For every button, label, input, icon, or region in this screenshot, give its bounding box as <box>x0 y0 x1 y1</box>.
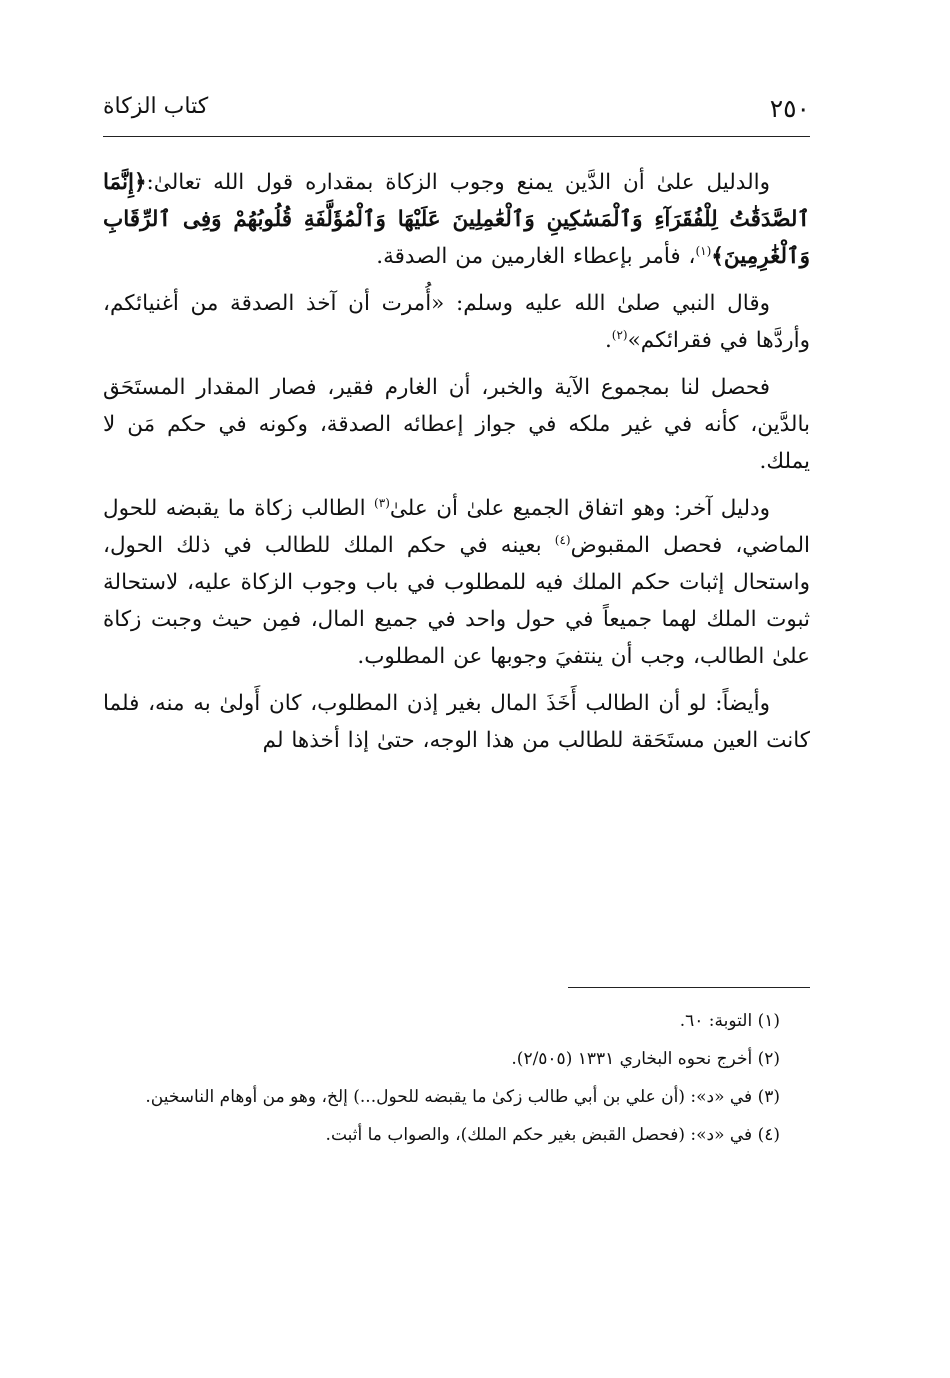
paragraph-4-part-b: الطالب زكاة ما يقبضه للحول الماضي، فحصل المقبوض <box>103 496 810 558</box>
paragraph-2-end: . <box>604 328 612 353</box>
footnote-ref-4: (٤) <box>554 532 571 547</box>
page-header <box>103 92 810 137</box>
main-text <box>103 164 810 769</box>
footnote-1: (١) التوبة: ٦٠. <box>679 1011 780 1031</box>
running-title: كتاب الزكاة <box>103 94 209 119</box>
footnote-separator <box>568 987 810 988</box>
paragraph-2 <box>103 285 810 359</box>
paragraph-3: فحصل لنا بمجموع الآية والخبر، أن الغارم فقير، فصار المقدار المستَحَق بالدَّين، كأنه في غير ملكه في جواز إعطائه الصدقة، وكونه في حكم مَن لا يملك. <box>103 375 810 474</box>
footnotes <box>103 1006 810 1158</box>
footnote-ref-2: (٢) <box>611 327 628 342</box>
hadith-text: وقال النبي صلىٰ الله عليه وسلم: «أُمرت أن آخذ الصدقة من أغنيائكم، وأردَّها في فقرائكم» <box>103 291 810 353</box>
paragraph-4-part-c: بعينه في حكم الملك للطالب في ذلك الحول، واستحال إثبات حكم الملك فيه للمطلوب في باب وجوب الزكاة عليه، لاستحالة ثبوت الملك لهما جميعاً في حول واحد في جميع المال، فمِن حيث وجبت زكاة علىٰ الطالب، وجب أن ينتفيَ وجوبها عن المطلوب. <box>103 533 810 669</box>
footnote-ref-3: (٣) <box>374 495 390 510</box>
quran-verse: ﴿إِنَّمَا ٱلصَّدَقَٰتُ لِلْفُقَرَآءِ وَٱلْمَسَٰكِينِ وَٱلْعَٰمِلِينَ عَلَيْهَا وَٱلْمُؤَلَّفَةِ قُلُوبُهُمْ وَفِى ٱلرِّقَابِ وَٱلْغَٰرِمِينَ﴾ <box>103 170 810 269</box>
paragraph-1-intro: والدليل علىٰ أن الدَّين يمنع وجوب الزكاة بمقداره قول الله تعالىٰ: <box>146 170 770 195</box>
footnote-3: (٣) في «د»: (أن علي بن أبي طالب زكىٰ ما يقبضه للحول...) إلخ، وهو من أوهام الناسخين. <box>145 1087 780 1107</box>
footnote-4: (٤) في «د»: (فحصل القبض بغير حكم الملك)، والصواب ما أثبت. <box>325 1125 780 1145</box>
page-number: ٢٥٠ <box>769 94 810 123</box>
paragraph-1 <box>103 164 810 275</box>
footnote-ref-1: (١) <box>695 243 712 258</box>
paragraph-1-end: ، فأمر بإعطاء الغارمين من الصدقة. <box>376 244 696 269</box>
paragraph-5: وأيضاً: لو أن الطالب أَخَذَ المال بغير إذن المطلوب، كان أَولىٰ به منه، فلما كانت العين مستَحَقة للطالب من هذا الوجه، حتىٰ إذا أخذها لم <box>103 691 810 753</box>
footnote-2: (٢) أخرج نحوه البخاري ١٣٣١ (٢/٥٠٥). <box>511 1049 780 1069</box>
paragraph-4 <box>103 490 810 675</box>
paragraph-4-part-a: ودليل آخر: وهو اتفاق الجميع علىٰ أن علىٰ <box>389 496 770 521</box>
